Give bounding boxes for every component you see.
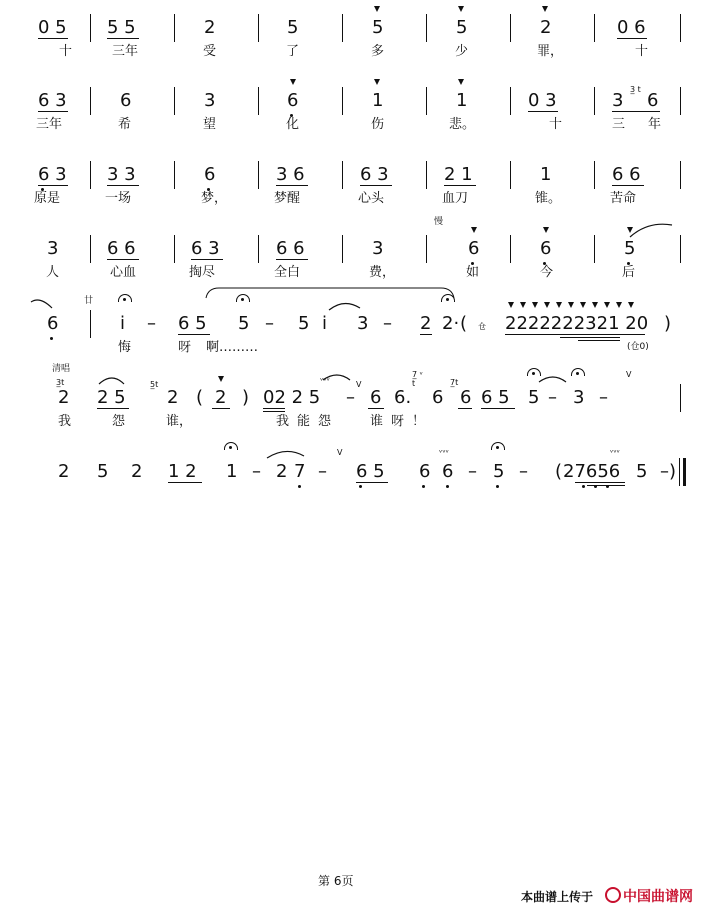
logo-icon [605,887,621,903]
lyric: 三年 [112,44,139,59]
note: 2 [58,461,70,482]
note: 5 [456,17,468,38]
site-logo-text: 中国曲谱网 [623,889,693,905]
note: 6 5 [356,461,385,482]
lyric: 谁呀！ [370,414,434,429]
note: 6 5 [481,387,510,408]
lyric: 悲。 [449,117,476,132]
lyric: 伤 [371,117,385,132]
note: 5 [287,17,299,38]
note: 6 6 [107,238,136,259]
note: 02 2 5 [263,387,321,408]
lyric: 希 [118,117,132,132]
note: ( [555,461,563,482]
lyric: 悔 [118,340,132,355]
note: 6 3 [191,238,220,259]
note: 6 [204,164,216,185]
note: 5 5 [107,17,136,38]
note: 1 2 [168,461,197,482]
note: 2222222321 20 [505,313,649,334]
lyric: 十 [59,44,73,59]
lyric: 如 [466,265,480,280]
note: ) [242,387,250,408]
note: 6. [394,387,412,408]
lyric: 我能怨 [276,414,340,429]
note: 2 [276,461,288,482]
note: 3 3 [107,164,136,185]
lyric: 费， [369,265,396,280]
slur [628,221,674,239]
slur [538,374,568,386]
note: 1 [540,164,552,185]
lyric: 少 [455,44,469,59]
lyric: 原是 [34,191,61,206]
note: 6 3 [360,164,389,185]
note: 5 [238,313,250,334]
lyric: 谁， [166,414,193,429]
lyric: 年 [648,117,662,132]
note: 6 6 [612,164,641,185]
tempo-mark: 慢 [434,217,444,227]
note: 2 [58,387,70,408]
note: 5 [372,17,384,38]
lyric: 苦命 [610,191,637,206]
note: 6 [120,90,132,111]
lyric: 梦， [201,191,228,206]
note: 1 [456,90,468,111]
note: 6 [647,90,659,111]
note: 3 [573,387,585,408]
note: 2 5 [97,387,126,408]
note: 2 [167,387,179,408]
note: 2 [131,461,143,482]
note: 5 [97,461,109,482]
note: 0 6 [617,17,646,38]
note: 5 [298,313,310,334]
note: ( [460,313,468,334]
note: 6 [460,387,472,408]
note: 5 [624,238,636,259]
lyric: 十 [549,117,563,132]
lyric: 一场 [105,191,132,206]
note: 2 1 [444,164,473,185]
percussion-note: (仓0) [627,342,649,352]
lyric: 罪， [537,44,564,59]
page-number: 第 6页 [318,874,354,888]
note: 6 3 [38,90,67,111]
note: 3 [612,90,624,111]
lyric: 后 [622,265,636,280]
site-logo [605,886,693,906]
slur [266,448,306,460]
note: i [322,313,328,334]
note: 7 [294,461,306,482]
note: 2 [215,387,227,408]
note: 6 [419,461,431,482]
lyric: 多 [371,44,385,59]
note: ( [196,387,204,408]
note: 0 5 [38,17,67,38]
note: 3 [357,313,369,334]
lyric: 望 [203,117,217,132]
lyric: 十 [635,44,649,59]
note: 3 [204,90,216,111]
performance-mark: 清唱 [52,364,71,374]
note: 6 [442,461,454,482]
lyric: 人 [46,265,60,280]
lyric: 啊……… [206,340,259,355]
note: 1 [226,461,238,482]
note: 6 [540,238,552,259]
note: 27656 [563,461,621,482]
lyric: 怨 [112,414,126,429]
note: 6 [370,387,382,408]
note: 6 [432,387,444,408]
lyric: 心血 [110,265,137,280]
lyric: 血刀 [442,191,469,206]
slur [98,374,126,386]
note: 6 6 [276,238,305,259]
note: i [120,313,126,334]
lyric: 我 [58,414,72,429]
note: 3 [372,238,384,259]
note: 6 [287,90,299,111]
lyric: 化 [286,117,300,132]
note: 5 [636,461,648,482]
lyric: 了 [286,44,300,59]
note: 1 [372,90,384,111]
lyric: 心头 [358,191,385,206]
slur [328,300,362,312]
lyric: 三 [612,117,626,132]
lyric: 全白 [274,265,301,280]
note: 6 [47,313,59,334]
note: 3 [47,238,59,259]
note: 2· [442,313,460,334]
lyric: 三年 [36,117,63,132]
lyric: 梦醒 [274,191,301,206]
percussion-mark: 仓 [478,322,486,331]
tempo-mark: 廿 [84,296,94,306]
note: 0 3 [528,90,557,111]
note: 2 [540,17,552,38]
note: 6 [468,238,480,259]
note: ) [664,313,672,334]
lyric: 今 [540,265,554,280]
note: 6 5 [178,313,207,334]
note: 6 3 [38,164,67,185]
note: 5 [528,387,540,408]
note: 2 [420,313,432,334]
lyric: 锥。 [535,191,562,206]
note: 5 [493,461,505,482]
lyric: 受 [203,44,217,59]
slur [30,298,54,312]
note: 2 [204,17,216,38]
slur [322,372,352,384]
lyric: 呀 [178,340,192,355]
lyric: 掏尽 [189,265,216,280]
note: 3 6 [276,164,305,185]
upload-text: 本曲谱上传于 [521,890,594,904]
